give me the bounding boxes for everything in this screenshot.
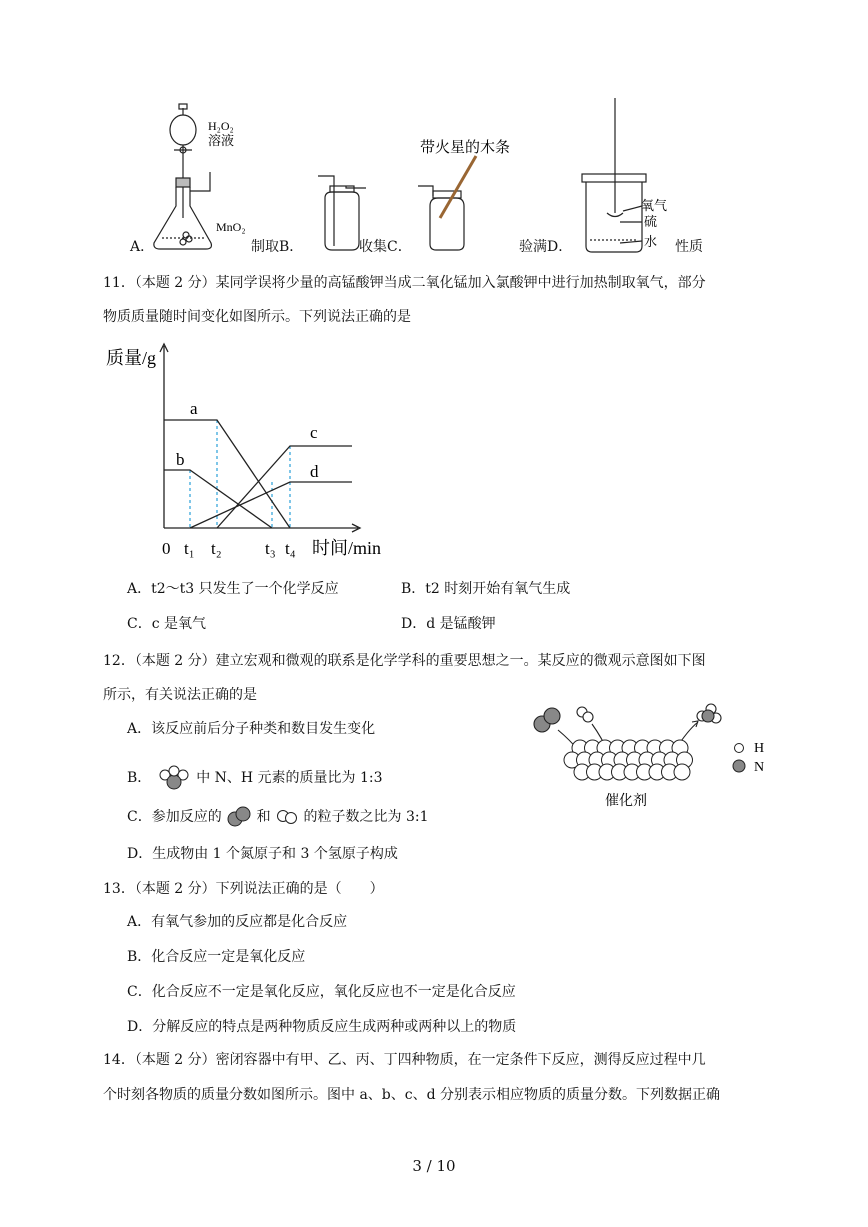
q10-caption-a: 制取B． bbox=[251, 239, 304, 255]
sulfur-label: 硫 bbox=[644, 214, 658, 229]
h2-molecule-icon bbox=[275, 807, 299, 827]
x-tick-label: t₃ bbox=[265, 539, 276, 558]
series-line-d bbox=[190, 482, 352, 528]
q13-stem: 13．（本题 2 分）下列说法正确的是（ ） bbox=[103, 881, 384, 897]
curve-label-b: b bbox=[176, 450, 185, 469]
q12-catalyst-diagram bbox=[530, 700, 790, 815]
q14-stem-line2: 个时刻各物质的质量分数如图所示。图中 a、b、c、d 分别表示相应物质的质量分数。下列数据正确 bbox=[103, 1087, 721, 1103]
q10-caption-c: 验满D． bbox=[519, 239, 573, 255]
chart-ylabel: 质量/g bbox=[106, 348, 157, 368]
series-line-a bbox=[164, 420, 290, 528]
mno2-label: MnO₂ bbox=[216, 220, 246, 234]
series-line-b bbox=[164, 470, 272, 528]
solution-label: 溶液 bbox=[208, 133, 235, 148]
q10-caption-b: 收集C． bbox=[359, 239, 412, 255]
q11-stem-line2: 物质质量随时间变化如图所示。下列说法正确的是 bbox=[103, 309, 411, 325]
q10-caption-d: 性质 bbox=[675, 239, 703, 255]
oxygen-label: 氧气 bbox=[641, 198, 668, 213]
curve-label-a: a bbox=[190, 399, 198, 418]
h2o2-label: H₂O₂ bbox=[208, 119, 234, 133]
n2-molecule-icon bbox=[226, 806, 252, 828]
q10-apparatus bbox=[120, 98, 740, 258]
q14-stem-line1: 14．（本题 2 分）密闭容器中有甲、乙、丙、丁四种物质，在一定条件下反应，测得反应过程中几 bbox=[103, 1052, 706, 1068]
x-tick-label: t₁ bbox=[184, 539, 195, 558]
catalyst-sphere bbox=[674, 764, 690, 780]
q12-option-d: D．生成物由 1 个氮原子和 3 个氢原子构成 bbox=[127, 846, 398, 862]
curve-label-d: d bbox=[310, 462, 319, 481]
x-tick-label: t₂ bbox=[211, 539, 222, 558]
q11-chart bbox=[100, 338, 400, 568]
catalyst-label: 催化剂 bbox=[605, 794, 647, 809]
legend-n: N bbox=[754, 760, 765, 775]
q13-option-d: D．分解反应的特点是两种物质反应生成两种或两种以上的物质 bbox=[127, 1019, 517, 1035]
q12-option-b: B． 中 N、H 元素的质量比为 1:3 bbox=[127, 765, 383, 791]
q11-option-a: A．t2～t3 只发生了一个化学反应 bbox=[127, 581, 339, 597]
q12-stem-line2: 所示，有关说法正确的是 bbox=[103, 687, 257, 703]
q12-stem-line1: 12．（本题 2 分）建立宏观和微观的联系是化学学科的重要思想之一。某反应的微观示意图如下图 bbox=[103, 653, 706, 669]
q12-option-a: A．该反应前后分子种类和数目发生变化 bbox=[127, 721, 376, 737]
apparatus-a-generator bbox=[154, 104, 212, 249]
apparatus-d-property bbox=[582, 98, 646, 252]
chart-xlabel: 时间/min bbox=[312, 538, 382, 558]
x-tick-label: t₄ bbox=[285, 539, 296, 558]
q13-option-c: C．化合反应不一定是氧化反应，氧化反应也不一定是化合反应 bbox=[127, 984, 516, 1000]
chart-origin: 0 bbox=[162, 539, 171, 558]
series-line-c bbox=[217, 446, 352, 528]
nh3-molecule-icon bbox=[156, 765, 192, 791]
q13-option-b: B．化合反应一定是氧化反应 bbox=[127, 949, 306, 965]
q11-option-b: B．t2 时刻开始有氧气生成 bbox=[401, 581, 571, 597]
q13-option-a: A．有氧气参加的反应都是化合反应 bbox=[127, 914, 348, 930]
q11-option-c: C．c 是氧气 bbox=[127, 616, 207, 632]
water-label: 水 bbox=[644, 234, 658, 249]
splint-label: 带火星的木条 bbox=[420, 140, 511, 156]
q11-stem-line1: 11．（本题 2 分）某同学误将少量的高锰酸钾当成二氧化锰加入氯酸钾中进行加热制取氧气，部分 bbox=[103, 275, 706, 291]
legend-h: H bbox=[754, 741, 765, 756]
q10-option-a: A． bbox=[130, 239, 155, 255]
q11-option-d: D．d 是锰酸钾 bbox=[401, 616, 496, 632]
apparatus-c-test bbox=[418, 156, 476, 250]
q12-option-c: C．参加反应的 和 的粒子数之比为 3:1 bbox=[127, 806, 429, 828]
curve-label-c: c bbox=[310, 423, 318, 442]
page-number: 3 / 10 bbox=[412, 1157, 456, 1175]
